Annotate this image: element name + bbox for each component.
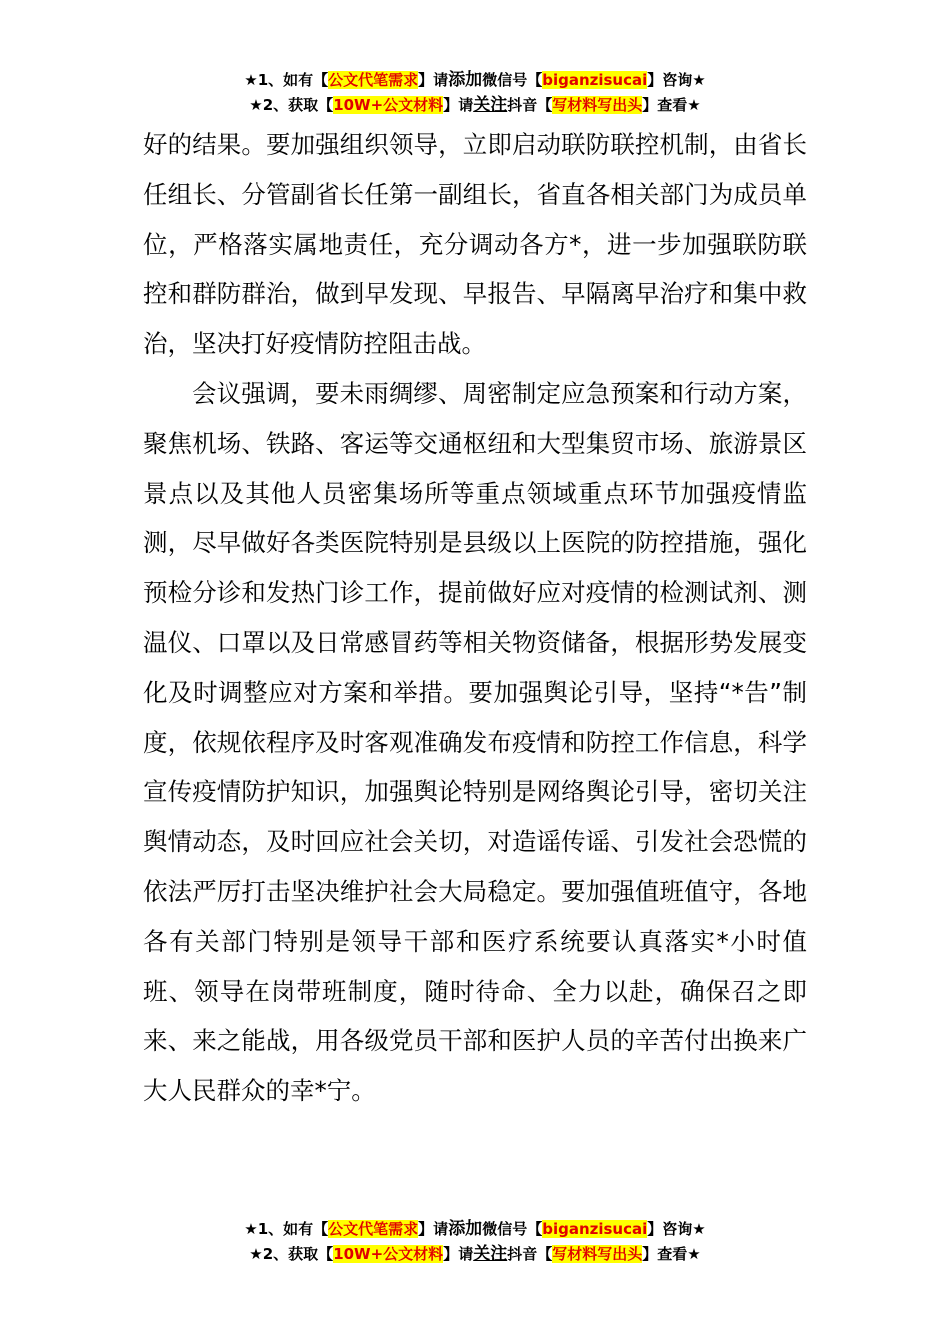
- header-banner: [0, 68, 950, 118]
- highlight-douyin: 写材料写出头: [552, 96, 643, 114]
- paragraph-2: 会议强调，要未雨绸缪、周密制定应急预案和行动方案，聚焦机场、铁路、客运等交通枢纽和大型集贸市场、旅游景区景点以及其他人员密集场所等重点领域重点环节加强疫情监测，尽早做好各类医院特别是县级以上医院的防控措施，强化预检分诊和发热门诊工作，提前做好应对疫情的检测试剂、测温仪、口罩以及日常感冒药等相关物资储备，根据形势发展变化及时调整应对方案和举措。要加强舆论引导，坚持“*告”制度，依规依程序及时客观准确发布疫情和防控工作信息，科学宣传疫情防护知识，加强舆论特别是网络舆论引导，密切关注舆情动态，及时回应社会关切，对造谣传谣、引发社会恐慌的依法严厉打击坚决维护社会大局稳定。要加强值班值守，各地各有关部门特别是领导干部和医疗系统要认真落实*小时值班、领导在岗带班制度，随时待命、全力以赴，确保召之即来、来之能战，用各级党员干部和医护人员的辛苦付出换来广大人民群众的幸*宁。: [143, 378, 807, 1106]
- footer-line-1: ★1、如有【公文代笔需求】请添加微信号【biganzisucai】咨询★: [244, 1219, 706, 1239]
- footer-line-2: ★2、获取【10W+公文材料】请关注抖音【写材料写出头】查看★: [249, 1244, 701, 1264]
- highlight-wechat-id: biganzisucai: [542, 71, 648, 89]
- footer-banner: [0, 1217, 950, 1267]
- banner-line-1: ★1、如有【公文代笔需求】请添加微信号【biganzisucai】咨询★: [244, 70, 706, 90]
- banner-line-2: ★2、获取【10W+公文材料】请关注抖音【写材料写出头】查看★: [249, 95, 701, 115]
- highlight-service: 公文代笔需求: [328, 71, 419, 89]
- highlight-materials: 10W+公文材料: [333, 96, 444, 114]
- document-body: [143, 120, 807, 1116]
- paragraph-1: 好的结果。要加强组织领导，立即启动联防联控机制，由省长任组长、分管副省长任第一副组长，省直各相关部门为成员单位，严格落实属地责任，充分调动各方*，进一步加强联防联控和群防群治，做到早发现、早报告、早隔离早治疗和集中救治，坚决打好疫情防控阻击战。: [143, 130, 807, 359]
